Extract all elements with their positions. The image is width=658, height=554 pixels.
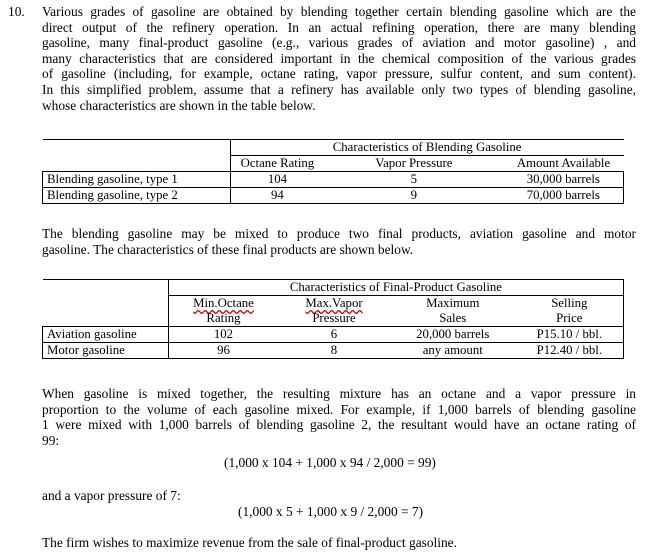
intro-line: gasoline, many final-product gasoline (e.g., various grades of aviation and motor gasoline) , and [42,35,636,51]
table1-title: Characteristics of Blending Gasoline [230,140,623,156]
octane-cell: 102 [168,327,278,343]
table-row [43,172,624,188]
table2-subheader: Rating [168,311,278,327]
row-label: Motor gasoline [43,343,169,359]
sales-cell: 20,000 barrels [416,327,490,341]
table2-title: Characteristics of Final-Product Gasoline [168,280,623,296]
intro-line: whose characteristics are shown in the table below. [42,97,316,113]
table2-subheader: Sales [439,311,467,325]
closing-statement: The firm wishes to maximize revenue from the sale of final-product gasoline. [42,535,457,550]
para2-line: The blending gasoline may be mixed to produce two final products, aviation gasoline and motor [42,226,636,241]
para3-line: When gasoline is mixed together, the resulting mixture has an octane and a vapor pressure in [42,386,636,401]
price-cell: P12.40 / bbl. [516,343,624,359]
table1-header-amount: Amount Available [504,156,624,172]
final-product-table [42,279,624,359]
table2-subheader: Pressure [312,311,356,325]
octane-cell: 96 [168,343,278,359]
row-label: Blending gasoline, type 1 [43,172,231,188]
para2-line: gasoline. The characteristics of these final products are shown below. [42,241,414,257]
octane-equation: (1,000 x 104 + 1,000 x 94 / 2,000 = 99) [224,455,436,470]
table2-header-vapor: Max.Vapor [278,296,390,312]
table1-header-vapor: Vapor Pressure [324,156,503,172]
vapor-equation: (1,000 x 5 + 1,000 x 9 / 2,000 = 7) [238,504,424,519]
table1-header-octane: Octane Rating [230,156,324,172]
table-row [43,188,624,204]
sales-cell: any amount [422,343,483,357]
intro-paragraph [42,4,636,113]
para3-line: proportion to the volume of each gasoline mixed. For example, if 1,000 barrels of blending gasoline [42,401,636,417]
amount-cell: 70,000 barrels [504,188,624,204]
vapor-cell: 5 [410,172,418,186]
problem-number: 10. [8,4,25,19]
table2-header-price: Selling [516,296,624,312]
table2-header-sales: Maximum [390,296,516,312]
intro-line: direct output of the refinery operation. In an actual refining operation, there are many blending [42,19,636,35]
blending-gasoline-table [42,139,624,204]
row-label: Blending gasoline, type 2 [43,188,231,204]
table2-subheader: Price [516,311,624,327]
intro-line: of gasoline (including, for example, octane rating, vapor pressure, sulfur content, and sum content). [42,66,636,82]
table2-header-octane: Min.Octane [168,296,278,312]
octane-cell: 104 [230,172,324,188]
octane-cell: 94 [230,188,324,204]
para3-line: 1 were mixed with 1,000 barrels of blending gasoline 2, the resultant would have an octane rating of [42,417,636,433]
paragraph-2 [42,226,636,257]
intro-line: Various grades of gasoline are obtained by blending together certain blending gasoline which are the [42,4,636,19]
vapor-intro-text: and a vapor pressure of 7: [42,488,181,503]
table-row [43,327,624,343]
para3-line: 99: [42,432,60,448]
price-cell: P15.10 / bbl. [516,327,624,343]
amount-cell: 30,000 barrels [504,172,624,188]
intro-line: In this simplified problem, assume that a refinery has available only two types of blending gasoline, [42,81,636,97]
row-label: Aviation gasoline [43,327,169,343]
vapor-cell: 9 [410,188,418,202]
vapor-cell: 8 [330,343,338,357]
vapor-cell: 6 [330,327,338,341]
table-row [43,343,624,359]
intro-line: many characteristics that are considered important in the chemical composition of the various grades [42,50,636,66]
paragraph-3 [42,386,636,448]
